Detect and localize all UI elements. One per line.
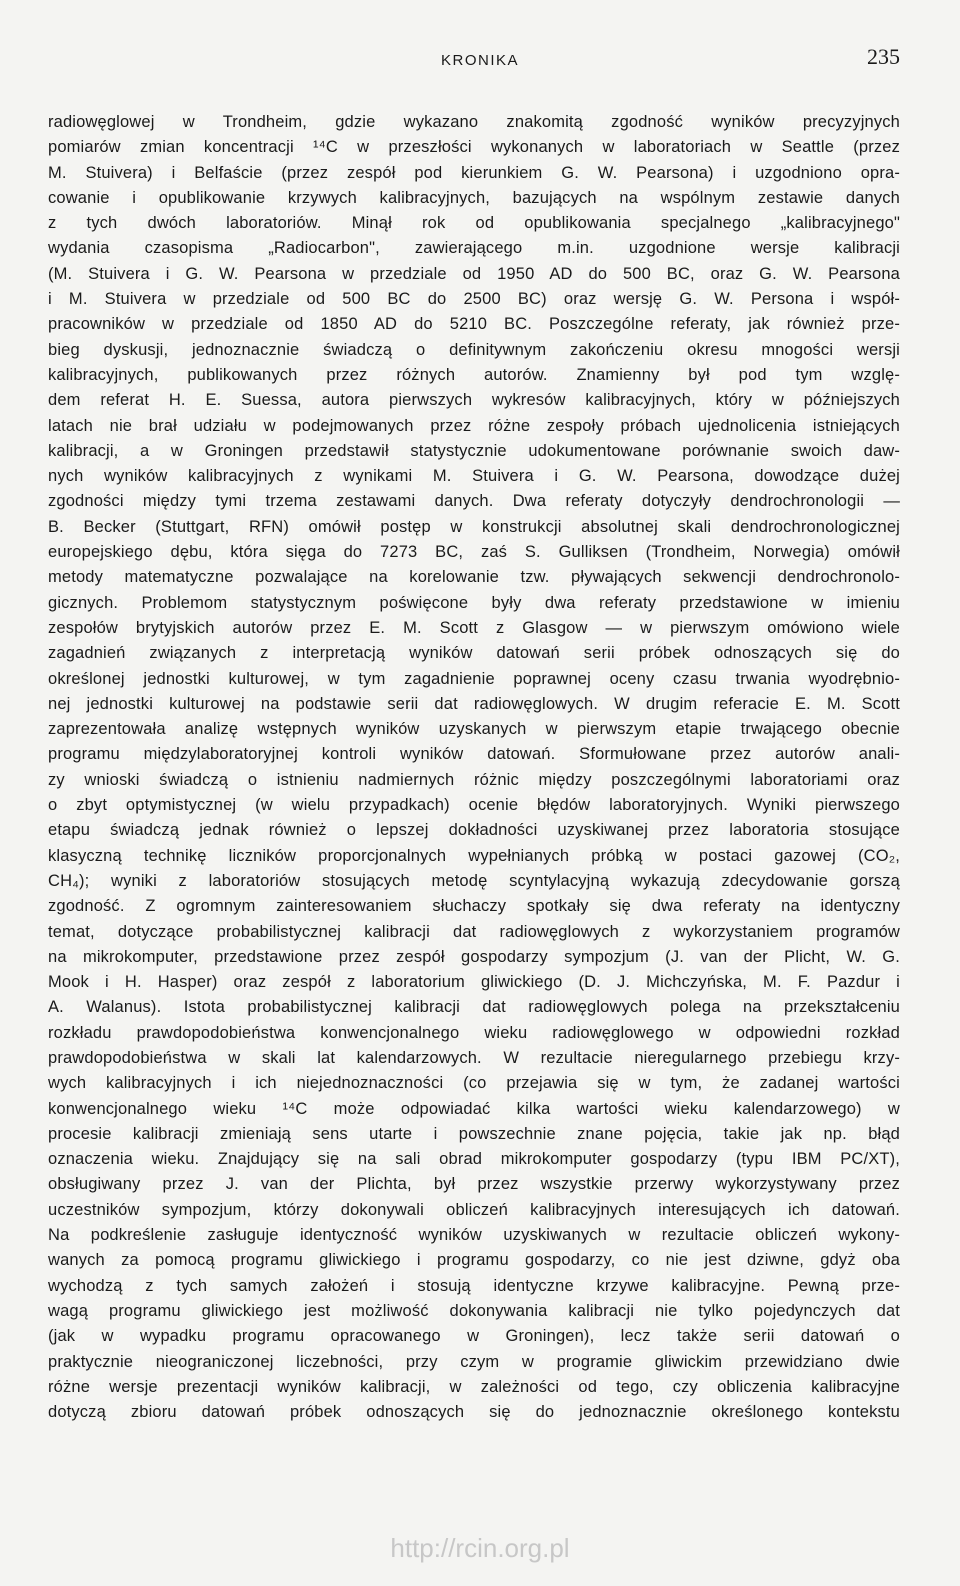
text-line: temat, dotyczące probabilistycznej kalibracji dat radiowęglowych z wykorzystaniem programów <box>48 922 900 941</box>
text-line: zy wnioski świadczą o istnieniu nadmiernych różnic między poszczególnymi laboratoriami oraz <box>48 770 900 789</box>
text-line: wagą programu gliwickiego jest możliwość dokonywania kalibracji nie tylko pojedynczych dat <box>48 1301 900 1320</box>
text-line: z tych dwóch laboratoriów. Minął rok od opublikowania specjalnego „kalibracyjnego" <box>48 214 900 233</box>
text-line: uczestników sympozjum, którzy dokonywali obliczeń kalibracyjnych interesujących ich datowań. <box>48 1200 900 1219</box>
text-line: gicznych. Problemom statystycznym poświęcone były dwa referaty przedstawione w imieniu <box>48 593 900 612</box>
text-line: cowanie i opublikowanie krzywych kalibracyjnych, bazujących na wspólnym zestawie danych <box>48 188 900 207</box>
text-line: pracowników w przedziale od 1850 AD do 5210 BC. Poszczególne referaty, jak również prze- <box>48 315 900 334</box>
text-line: zaprezentowała analizę wstępnych wyników uzyskanych w pierwszym etapie trwającego obecnie <box>48 720 900 739</box>
text-line: procesie kalibracji zmieniają sens utarte i powszechnie znane pojęcia, takie jak np. błąd <box>48 1124 900 1143</box>
text-line: zespołów brytyjskich autorów przez E. M. Scott z Glasgow — w pierwszym omówiono wiele <box>48 618 900 637</box>
page-number: 235 <box>867 44 900 69</box>
body-paragraph <box>48 110 900 1425</box>
text-line: radiowęglowej w Trondheim, gdzie wykazano znakomitą zgodność wyników precyzyjnych <box>48 113 900 131</box>
text-line: praktycznie nieograniczonej liczebności, przy czym w programie gliwickim przewidziano dwie <box>48 1352 900 1371</box>
text-line: prawdopodobieństwa w skali lat kalendarzowych. W rezultacie nieregularnego przebiegu krzy- <box>48 1048 900 1067</box>
text-line: programu międzylaboratoryjnej kontroli wyników datowań. Sformułowane przez autorów anali- <box>48 745 900 764</box>
text-line: obsługiwany przez J. van der Plichta, był przez wszystkie przerwy wykorzystywany przez <box>48 1175 900 1194</box>
text-line: M. Stuivera) i Belfaście (przez zespół pod kierunkiem G. W. Pearsona) i uzgodniono opra- <box>48 163 900 182</box>
text-line: CH₄); wyniki z laboratoriów stosujących metodę scyntylacyjną wykazują zdecydowanie gorszą <box>48 871 900 890</box>
text-line: (M. Stuivera i G. W. Pearsona w przedziale od 1950 AD do 500 BC, oraz G. W. Pearsona <box>48 264 900 283</box>
text-line: Na podkreślenie zasługuje identyczność wyników uzyskiwanych w rezultacie obliczeń wykony- <box>48 1226 900 1245</box>
text-line: klasyczną technikę liczników proporcjonalnych wypełnianych próbką w postaci gazowej (CO₂, <box>48 846 900 865</box>
text-line: konwencjonalnego wieku ¹⁴C może odpowiadać kilka wartości wieku kalendarzowego) w <box>48 1099 900 1118</box>
text-line: dem referat H. E. Suessa, autora pierwszych wykresów kalibracyjnych, który w późniejszych <box>48 391 900 410</box>
text-line: wychodzą z tych samych założeń i stosują identyczne krzywe kalibracyjne. Pewną prze- <box>48 1276 900 1295</box>
text-line: B. Becker (Stuttgart, RFN) omówił postęp w konstrukcji absolutnej skali dendrochronologicznej <box>48 517 900 536</box>
text-line: kalibracji, a w Groningen przedstawił statystycznie udokumentowane porównanie swoich daw- <box>48 441 900 460</box>
running-title: KRONIKA <box>440 52 519 69</box>
text-line: nych wyników kalibracyjnych z wynikami M. Stuivera i G. W. Pearsona, dowodzące dużej <box>48 467 900 486</box>
text-line: (jak w wypadku programu opracowanego w Groningen), lecz także serii datowań o <box>48 1327 900 1346</box>
text-line: zgodności między tymi trzema zestawami danych. Dwa referaty dotyczyły dendrochronologii — <box>48 492 900 511</box>
text-line: wydania czasopisma „Radiocarbon", zawierającego m.in. uzgodnione wersje kalibracji <box>48 239 900 258</box>
text-line: na mikrokomputer, przedstawione przez zespół gospodarzy sympozjum (J. van der Plicht, W. G. <box>48 947 900 966</box>
text-line: etapu świadczą jednak również o lepszej dokładności uzyskiwanej przez laboratoria stosujące <box>48 821 900 840</box>
text-line: bieg dyskusji, jednoznacznie świadczą o definitywnym zakończeniu okresu mnogości wersji <box>48 340 900 359</box>
text-line: o zbyt optymistycznej (w wielu przypadkach) ocenie błędów laboratoryjnych. Wyniki pierwszego <box>48 796 900 815</box>
text-line: zagadnień związanych z interpretacją wyników datowań serii próbek odnoszących się do <box>48 644 900 663</box>
text-line: zgodność. Z ogromnym zainteresowaniem słuchaczy spotkały się dwa referaty na identyczny <box>48 897 900 916</box>
text-line: różne wersje prezentacji wyników kalibracji, w zależności od tego, czy obliczenia kalibracyjne <box>48 1377 900 1396</box>
text-line: nej jednostki kulturowej na podstawie serii dat radiowęglowych. W drugim referacie E. M. Scott <box>48 694 900 713</box>
text-line: rozkładu prawdopodobieństwa konwencjonalnego wieku radiowęglowego w odpowiedni rozkład <box>48 1023 900 1042</box>
text-line: latach nie brał udziału w podejmowanych przez różne zespoły próbach ujednolicenia istniejących <box>48 416 900 435</box>
text-line: metody matematyczne pozwalające na korelowanie tzw. pływających sekwencji dendrochronolo- <box>48 568 900 587</box>
text-line: i M. Stuivera w przedziale od 500 BC do 2500 BC) oraz wersję G. W. Persona i współ- <box>48 290 900 309</box>
text-line: europejskiego dębu, która sięga do 7273 BC, zaś S. Gulliksen (Trondheim, Norwegia) omówił <box>48 543 900 562</box>
text-line: kalibracyjnych, publikowanych przez różnych autorów. Znamienny był pod tym wzglę- <box>48 365 900 384</box>
source-url-watermark: http://rcin.org.pl <box>390 1533 570 1563</box>
text-line: oznaczenia wieku. Znajdujący się na sali obrad mikrokomputer gospodarzy (typu IBM PC/XT), <box>48 1150 900 1169</box>
text-line: Mook i H. Hasper) oraz zespół z laboratorium gliwickiego (D. J. Michczyńska, M. F. Pazdur i <box>48 973 900 992</box>
text-line: wych kalibracyjnych i ich niejednoznaczności (co przejawia się w tym, że zadanej wartości <box>48 1074 900 1093</box>
text-line: pomiarów zmian koncentracji ¹⁴C w przeszłości wykonanych w laboratoriach w Seattle (przez <box>48 138 900 157</box>
text-line: określonej jednostki kulturowej, w tym zagadnienie poprawnej oceny czasu trwania wyodrębnio- <box>48 669 900 688</box>
text-line: A. Walanus). Istota probabilistycznej kalibracji dat radiowęglowych polega na przekształceniu <box>48 998 900 1017</box>
text-line: dotyczą zbioru datowań próbek odnoszących się do jednoznacznie określonego kontekstu <box>48 1403 900 1422</box>
text-line: wanych za pomocą programu gliwickiego i programu gospodarzy, co nie jest dziwne, gdyż oba <box>48 1251 900 1270</box>
